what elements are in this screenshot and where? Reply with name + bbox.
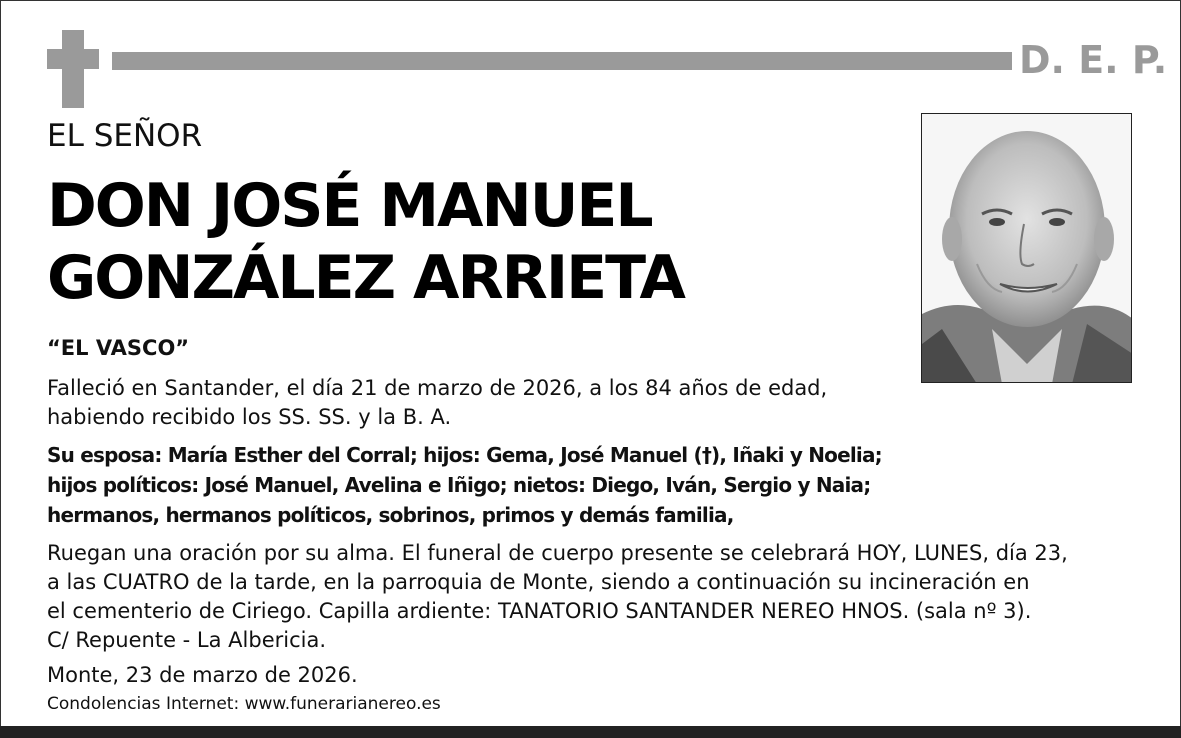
text-line: Su esposa: María Esther del Corral; hijos: Gema, José Manuel (†), Iñaki y Noelia;	[47, 443, 882, 467]
text-line: habiendo recibido los SS. SS. y la B. A.	[47, 405, 452, 429]
text-line: a las CUATRO de la tarde, en la parroquia de Monte, siendo a continuación su incineración en	[47, 570, 1030, 594]
deceased-name	[47, 170, 684, 314]
death-paragraph	[47, 374, 827, 432]
cross-icon-arm	[47, 49, 99, 69]
text-line: Ruegan una oración por su alma. El funeral de cuerpo presente se celebrará HOY, LUNES, día 23,	[47, 541, 1068, 565]
text-line: C/ Repuente - La Albericia.	[47, 628, 327, 652]
cross-icon	[62, 30, 84, 108]
name-line: GONZÁLEZ ARRIETA	[47, 243, 684, 313]
nickname: “EL VASCO”	[47, 336, 190, 360]
text-line: Falleció en Santander, el día 21 de marzo de 2026, a los 84 años de edad,	[47, 376, 828, 400]
title-small: EL SEÑOR	[47, 118, 203, 154]
place-date: Monte, 23 de marzo de 2026.	[47, 663, 358, 687]
text-line: hermanos, hermanos políticos, sobrinos, primos y demás familia,	[47, 503, 734, 527]
bottom-border	[0, 726, 1181, 738]
condolences-line: Condolencias Internet: www.funerarianereo.es	[47, 694, 441, 714]
header-bar	[112, 52, 1012, 70]
name-line: DON JOSÉ MANUEL	[47, 171, 652, 241]
portrait-photo	[921, 113, 1132, 383]
family-paragraph	[47, 440, 882, 530]
text-line: hijos políticos: José Manuel, Avelina e Iñigo; nietos: Diego, Iván, Sergio y Naia;	[47, 473, 871, 497]
funeral-paragraph	[47, 539, 1068, 655]
dep-label: D. E. P.	[1019, 38, 1168, 82]
text-line: el cementerio de Ciriego. Capilla ardiente: TANATORIO SANTANDER NEREO HNOS. (sala nº 3).	[47, 599, 1032, 623]
